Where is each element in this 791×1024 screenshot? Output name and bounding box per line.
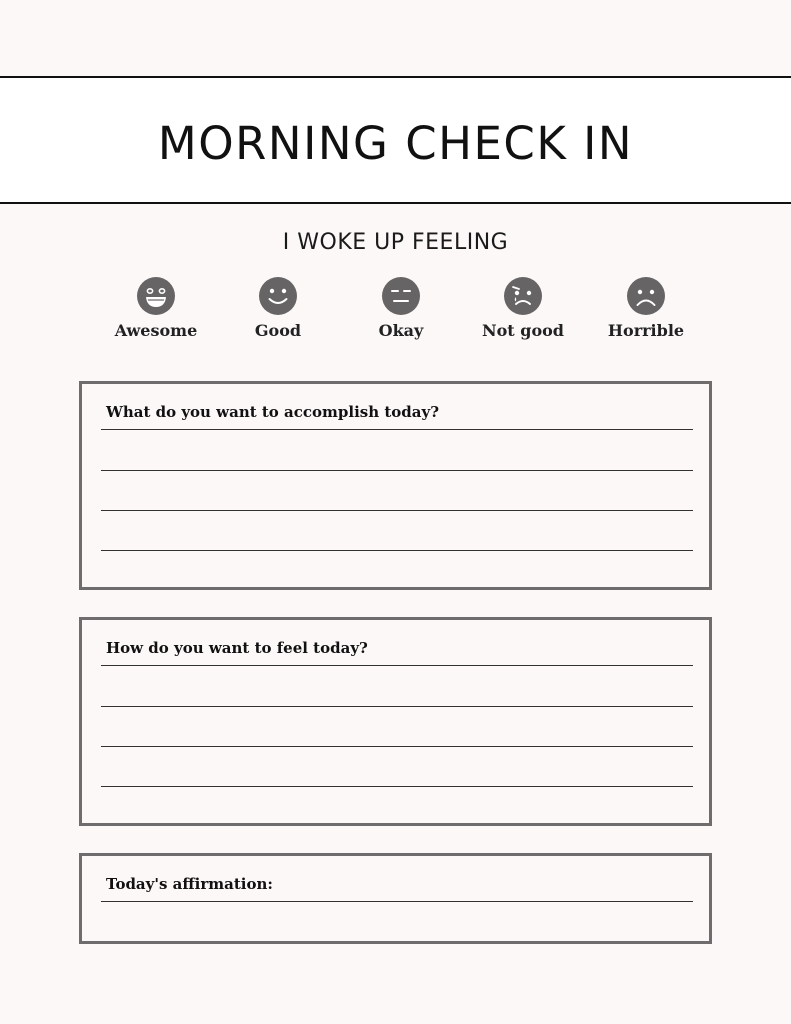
feel-question: How do you want to feel today?: [106, 639, 368, 657]
mood-label: Not good: [482, 321, 564, 340]
writing-line[interactable]: [101, 665, 693, 666]
mood-option-awesome[interactable]: [91, 276, 221, 340]
feeling-heading: I WOKE UP FEELING: [282, 230, 509, 255]
mood-option-not-good[interactable]: [458, 276, 588, 340]
writing-line[interactable]: [101, 510, 693, 511]
feel-section: [79, 617, 712, 826]
mood-label: Horrible: [607, 321, 685, 340]
writing-line[interactable]: [101, 901, 693, 902]
neutral-face-icon: [381, 276, 421, 316]
writing-line[interactable]: [101, 429, 693, 430]
affirmation-question: Today's affirmation:: [106, 875, 273, 893]
grinning-face-icon: [136, 276, 176, 316]
accomplish-question: What do you want to accomplish today?: [106, 403, 439, 421]
writing-line[interactable]: [101, 746, 693, 747]
worried-face-icon: [503, 276, 543, 316]
page-title: MORNING CHECK IN: [157, 116, 634, 170]
writing-line[interactable]: [101, 706, 693, 707]
mood-label: Okay: [378, 321, 424, 340]
writing-line[interactable]: [101, 786, 693, 787]
writing-line[interactable]: [101, 550, 693, 551]
smiling-face-icon: [258, 276, 298, 316]
title-banner: [0, 76, 791, 204]
mood-option-okay[interactable]: [336, 276, 466, 340]
mood-label: Good: [254, 321, 302, 340]
affirmation-section: [79, 853, 712, 944]
frowning-face-icon: [626, 276, 666, 316]
writing-line[interactable]: [101, 470, 693, 471]
accomplish-section: [79, 381, 712, 590]
mood-label: Awesome: [114, 321, 198, 340]
mood-option-good[interactable]: [213, 276, 343, 340]
mood-option-horrible[interactable]: [581, 276, 711, 340]
